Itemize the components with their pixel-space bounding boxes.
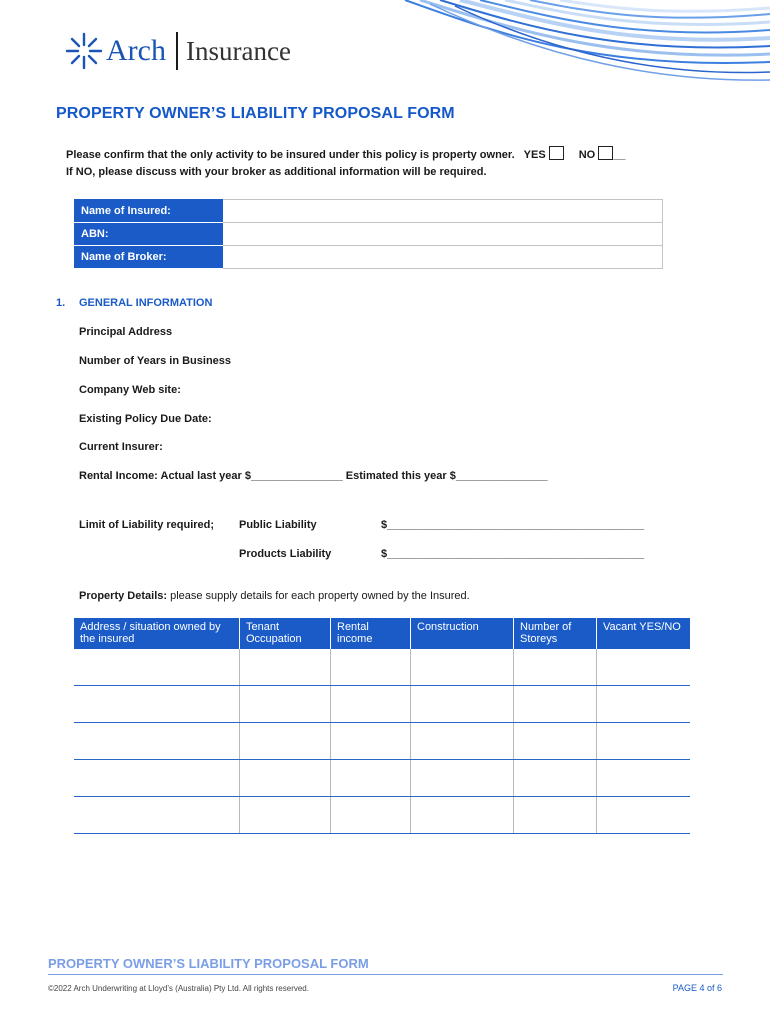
- yes-checkbox[interactable]: [549, 146, 564, 160]
- table-row: [74, 760, 690, 797]
- no-underline: __: [613, 149, 626, 161]
- arch-star-icon: [64, 31, 104, 71]
- table-cell[interactable]: [331, 686, 411, 723]
- table-cell[interactable]: [514, 797, 597, 834]
- public-liability-field[interactable]: $__________________________________________: [381, 519, 645, 531]
- policy-due-date-label: Existing Policy Due Date:: [79, 413, 212, 425]
- col-header-rental: Rental income: [331, 618, 411, 649]
- table-cell[interactable]: [331, 723, 411, 760]
- table-cell[interactable]: [514, 649, 597, 686]
- table-cell[interactable]: [240, 686, 331, 723]
- table-row: [75, 246, 663, 269]
- col-header-vacant: Vacant YES/NO: [597, 618, 691, 649]
- table-row: [74, 686, 690, 723]
- property-details-instruction: [79, 590, 470, 602]
- table-row: [74, 723, 690, 760]
- header-swoosh-graphic: [400, 0, 770, 95]
- table-cell[interactable]: [411, 649, 514, 686]
- limit-of-liability-label: Limit of Liability required;: [79, 519, 215, 531]
- table-cell[interactable]: [514, 723, 597, 760]
- table-cell[interactable]: [411, 723, 514, 760]
- table-cell[interactable]: [411, 686, 514, 723]
- table-cell[interactable]: [240, 723, 331, 760]
- years-in-business-label: Number of Years in Business: [79, 355, 232, 367]
- table-cell[interactable]: [331, 797, 411, 834]
- rental-income-line[interactable]: Rental Income: Actual last year $_______________ Estimated this year $_______________: [79, 470, 548, 482]
- page-number: PAGE 4 of 6: [672, 983, 722, 993]
- logo-divider: [176, 32, 178, 70]
- name-of-broker-label: Name of Broker:: [75, 246, 223, 269]
- logo-brand-text: Arch: [106, 34, 166, 67]
- abn-field[interactable]: [223, 223, 663, 246]
- name-of-insured-field[interactable]: [223, 200, 663, 223]
- section-number: 1.: [56, 297, 66, 309]
- table-cell[interactable]: [411, 797, 514, 834]
- public-liability-label: Public Liability: [239, 519, 317, 531]
- table-cell[interactable]: [597, 760, 691, 797]
- company-website-label: Company Web site:: [79, 384, 181, 396]
- property-details-heading: Property Details:: [79, 590, 168, 602]
- table-cell[interactable]: [74, 760, 240, 797]
- insured-details-table: [74, 199, 663, 269]
- table-cell[interactable]: [240, 649, 331, 686]
- table-header-row: [74, 618, 690, 649]
- table-cell[interactable]: [74, 797, 240, 834]
- table-cell[interactable]: [597, 797, 691, 834]
- no-label: NO: [578, 149, 596, 161]
- section-title: GENERAL INFORMATION: [79, 297, 213, 309]
- current-insurer-label: Current Insurer:: [79, 441, 163, 453]
- no-checkbox[interactable]: [598, 146, 613, 160]
- table-cell[interactable]: [74, 723, 240, 760]
- col-header-storeys: Number of Storeys: [514, 618, 597, 649]
- confirm-question: Please confirm that the only activity to be insured under this policy is property owner.: [66, 149, 515, 161]
- yes-label: YES: [523, 149, 546, 161]
- table-row: [75, 200, 663, 223]
- table-row: [75, 223, 663, 246]
- property-table: [74, 618, 690, 834]
- property-details-text: please supply details for each property owned by the Insured.: [167, 590, 470, 602]
- table-row: [74, 649, 690, 686]
- table-cell[interactable]: [74, 686, 240, 723]
- form-title: PROPERTY OWNER’S LIABILITY PROPOSAL FORM: [56, 105, 455, 122]
- table-cell[interactable]: [411, 760, 514, 797]
- table-row: [74, 797, 690, 834]
- abn-label: ABN:: [75, 223, 223, 246]
- arch-insurance-logo: [64, 28, 291, 74]
- name-of-insured-label: Name of Insured:: [75, 200, 223, 223]
- logo-product-text: Insurance: [185, 35, 291, 66]
- broker-note: If NO, please discuss with your broker as additional information will be required.: [66, 166, 487, 178]
- table-cell[interactable]: [597, 686, 691, 723]
- col-header-tenant: Tenant Occupation: [240, 618, 331, 649]
- col-header-address: Address / situation owned by the insured: [74, 618, 240, 649]
- footer-divider: [48, 974, 723, 975]
- table-cell[interactable]: [240, 797, 331, 834]
- col-header-construction: Construction: [411, 618, 514, 649]
- footer-title: PROPERTY OWNER’S LIABILITY PROPOSAL FORM: [48, 956, 369, 971]
- table-cell[interactable]: [331, 649, 411, 686]
- products-liability-label: Products Liability: [239, 548, 332, 560]
- table-cell[interactable]: [597, 723, 691, 760]
- products-liability-field[interactable]: $__________________________________________: [381, 548, 645, 560]
- table-cell[interactable]: [240, 760, 331, 797]
- table-cell[interactable]: [597, 649, 691, 686]
- activity-confirm-line: [66, 146, 625, 161]
- principal-address-label: Principal Address: [79, 326, 173, 338]
- table-cell[interactable]: [514, 760, 597, 797]
- footer-copyright: ©2022 Arch Underwriting at Lloyd’s (Australia) Pty Ltd. All rights reserved.: [48, 984, 309, 993]
- table-cell[interactable]: [514, 686, 597, 723]
- table-cell[interactable]: [331, 760, 411, 797]
- name-of-broker-field[interactable]: [223, 246, 663, 269]
- table-cell[interactable]: [74, 649, 240, 686]
